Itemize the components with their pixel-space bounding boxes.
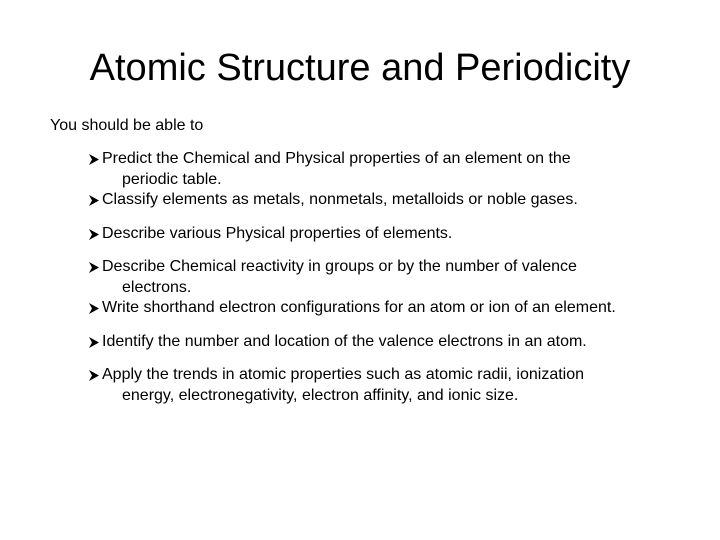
list-item [88, 190, 698, 211]
bullet-text-line: Identify the number and location of the valence electrons in an atom. [102, 332, 587, 350]
bullet-text-line: Describe various Physical properties of elements. [102, 224, 453, 242]
bullet-text-line: Write shorthand electron configurations for an atom or ion of an element. [102, 299, 616, 316]
arrowhead-bullet-icon [88, 228, 100, 241]
arrowhead-bullet-icon [88, 194, 100, 207]
bullet-text-continuation: energy, electronegativity, electron affinity, and ionic size. [122, 386, 519, 404]
bullet-text-continuation: periodic table. [122, 170, 222, 188]
list-item [88, 224, 698, 245]
list-item [88, 257, 698, 298]
bullet-text-line: Predict the Chemical and Physical properties of an element on the [102, 150, 571, 167]
objectives-list [88, 149, 698, 406]
arrowhead-bullet-icon [88, 153, 100, 166]
intro-text: You should be able to [50, 117, 204, 134]
list-item [88, 298, 698, 319]
bullet-text-line: Describe Chemical reactivity in groups or by the number of valence [102, 258, 577, 275]
bullet-text-continuation: electrons. [122, 278, 192, 296]
arrowhead-bullet-icon [88, 261, 100, 274]
list-item [88, 365, 698, 406]
slide-title: Atomic Structure and Periodicity [89, 47, 631, 89]
bullet-text-line: Apply the trends in atomic properties such as atomic radii, ionization [102, 366, 585, 383]
list-item [88, 149, 698, 190]
arrowhead-bullet-icon [88, 336, 100, 349]
arrowhead-bullet-icon [88, 302, 100, 315]
list-item [88, 332, 698, 353]
arrowhead-bullet-icon [88, 369, 100, 382]
bullet-text-line: Classify elements as metals, nonmetals, metalloids or noble gases. [102, 191, 578, 208]
